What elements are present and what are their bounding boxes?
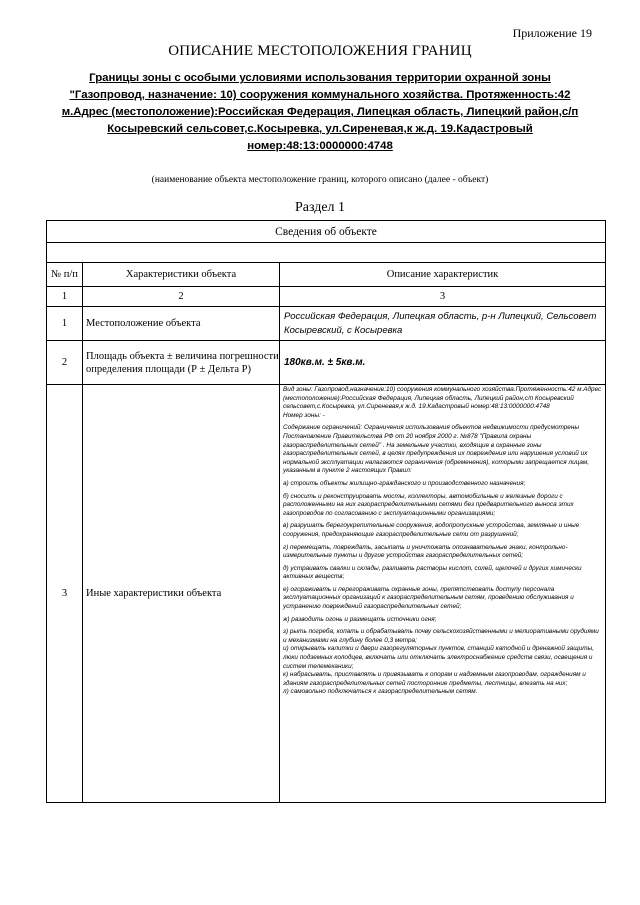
- col-header-characteristic: Характеристики объекта: [83, 263, 280, 287]
- appendix-label: Приложение 19: [512, 26, 592, 40]
- row-characteristic: Площадь объекта ± величина погрешности определения площади (Р ± Дельта Р): [83, 341, 280, 385]
- restriction-item: ж) разводить огонь и размещать источники огня;: [283, 615, 437, 623]
- row-area-value: 180кв.м. ± 5кв.м.: [280, 341, 606, 385]
- restriction-item: д) устраивать свалки и склады, разливать растворы кислот, солей, щелочей и других химически активных веществ;: [283, 564, 582, 581]
- table-title: Сведения об объекте: [47, 221, 606, 243]
- row-number: 2: [47, 341, 83, 385]
- restriction-item: б) сносить и реконструировать мосты, коллекторы, автомобильные и железные дороги с расположенными на них газораспределительными сетями без предварительного выноса этих газопроводов по согласованию с эксплуатационными организациями;: [283, 492, 574, 517]
- col-header-num: № п/п: [47, 263, 83, 287]
- empty-row: [47, 243, 606, 263]
- table-row: [47, 385, 606, 803]
- row-description: Российская Федерация, Липецкая область, р-н Липецкий, Сельсовет Косыревский, с Косыревка: [280, 307, 606, 341]
- object-caption: (наименование объекта местоположение границ, которого описано (далее - объект): [151, 175, 489, 185]
- col-header-description: Описание характеристик: [280, 263, 606, 287]
- section-title: Раздел 1: [294, 200, 346, 215]
- object-info-table: [46, 220, 606, 803]
- row-characteristic: Местоположение объекта: [83, 307, 280, 341]
- restriction-item: е) огораживать и перегораживать охранные зоны, препятствовать доступу персонала эксплуатационных организаций к газораспределительным сетям, проведению обслуживания и устранению повреждений газораспределительных сетей;: [283, 585, 574, 611]
- row-number: 3: [47, 385, 83, 803]
- restrictions-intro: Содержание ограничений: Ограничения использования объектов недвижимости предусмотрены Постановление Правительства РФ от 20 ноября 2000 г. №878 "Правила охраны газораспределительных сетей" . На земельные участки, входящие в охранные зоны газораспределительных сетей, в целях предупреждения их повреждения или нарушения условий их нормальной эксплуатации налагаются ограничения (обременения), которыми запрещается лицам, указанным в пункте 2 настоящих Правил:: [283, 424, 590, 475]
- restriction-item: а) строить объекты жилищно-гражданского и производственного назначения;: [283, 479, 526, 487]
- table-row: [47, 341, 606, 385]
- zone-description: Границы зоны с особыми условиями использования территории охранной зоны "Газопровод, назначение: 10) сооружения коммунального хозяйства. Протяженность:42 м.Адрес (местоположение):Российская Федерация, Липецкая область, Липецкий район,с/п Косыревский сельсовет,с.Косыревка, ул.Сиреневая,к ж.д. 19.Кадастровый номер:48:13:0000000:4748: [61, 72, 579, 152]
- restriction-item: г) перемещать, повреждать, засыпать и уничтожать опознавательные знаки, контрольно-измерительные пункты и другие устройства газораспределительных сетей;: [283, 543, 568, 560]
- col-index-1: 1: [47, 287, 83, 307]
- restriction-item: к) набрасывать, приставлять и привязывать к опорам и надземным газопроводам, ограждениям и зданиям газораспределительных сетей посторонние предметы, лестницы, влезать на них;: [283, 671, 586, 687]
- table-row: [47, 307, 606, 341]
- col-index-3: 3: [280, 287, 606, 307]
- document-title: ОПИСАНИЕ МЕСТОПОЛОЖЕНИЯ ГРАНИЦ: [168, 43, 472, 59]
- zone-type-text: Вид зоны: Газопровод,назначение:10) сооружения коммунального хозяйства.Протяженность:42 м.Адрес (местоположение):Российская Федерация, Липецкая область, Липецкий район,с/п Косыревский сельсовет,с.Косыревка, ул.Сиреневая,к ж.д. 19.Кадастровый номер:48:13:0000000:4748: [283, 386, 602, 411]
- col-index-2: 2: [83, 287, 280, 307]
- zone-number-text: Номер зоны: -: [283, 411, 325, 419]
- row-characteristic: Иные характеристики объекта: [83, 385, 280, 803]
- row-restrictions-text: [280, 385, 606, 803]
- restriction-item: в) разрушать берегоукрепительные сооружения, водопропускные устройства, земляные и иные сооружения, предохраняющие газораспределительные сети от разрушений;: [283, 522, 580, 538]
- restriction-item: л) самовольно подключаться к газораспределительным сетям.: [283, 688, 478, 696]
- row-number: 1: [47, 307, 83, 341]
- restriction-item: и) открывать калитки и двери газорегуляторных пунктов, станций катодной и дренажной защиты, люки подземных колодцев, включать или отключать электроснабжение средств связи, освещения и систем телемеханики;: [283, 645, 595, 670]
- restriction-item: з) рыть погреба, копать и обрабатывать почву сельскохозяйственными и мелиоративными орудиями и механизмами на глубину более 0,3 метра;: [283, 628, 599, 644]
